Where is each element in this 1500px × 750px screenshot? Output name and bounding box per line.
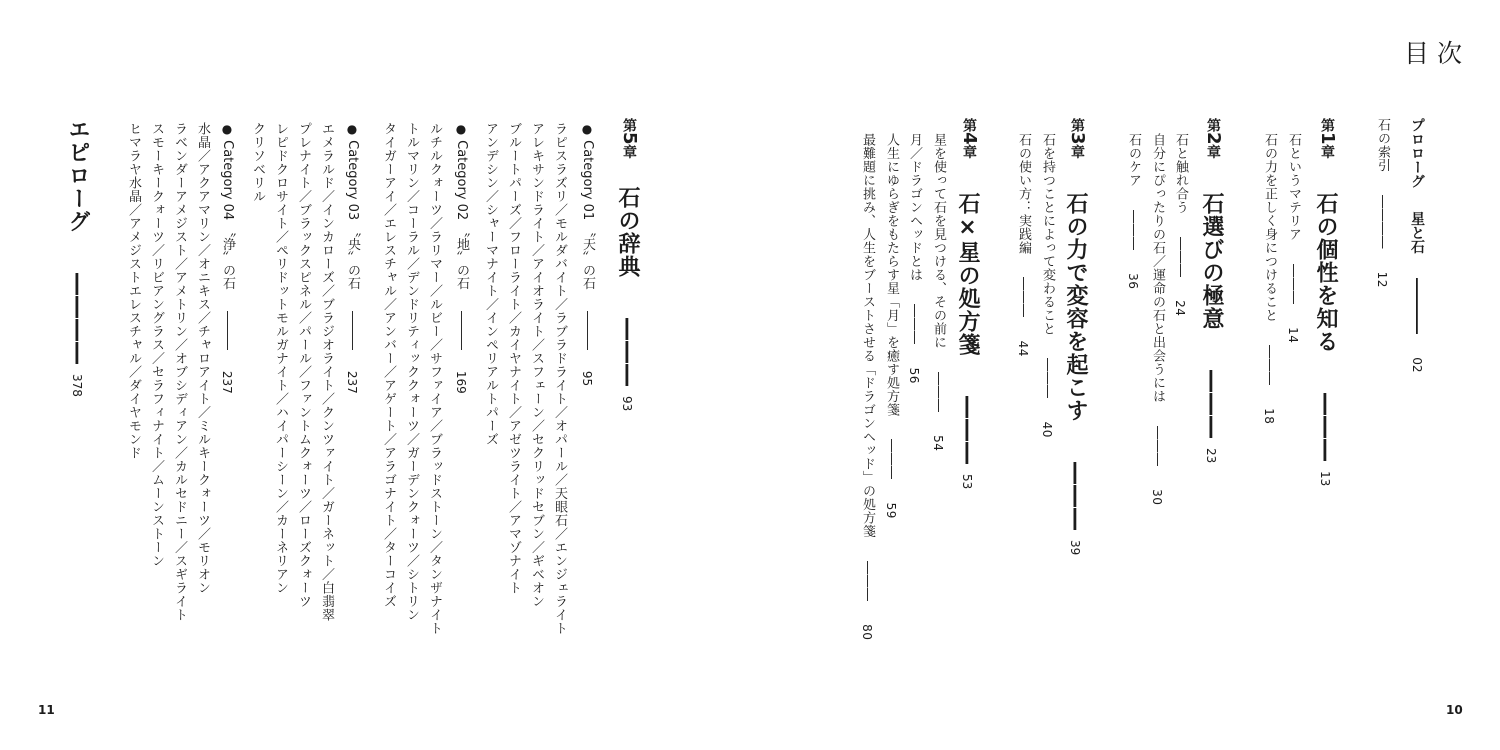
toc-item-title: 自分にぴったりの石／運命の石と出会うには [1150,133,1165,403]
bullet-icon: ● [580,122,594,136]
stone-list-line: アレキサンドライト／アイオライト／スフェーン／セクリッドセブン／ギベオン [529,122,544,608]
leader-line: ――― [860,560,875,602]
folio-right: 10 [1446,703,1463,717]
chapter-suffix: 章 [621,144,637,159]
toc-item [1376,118,1389,288]
category-02-heading [455,122,468,394]
page-number: 169 [454,370,468,394]
leader-line: ――― [1016,277,1031,318]
stone-list-line: 水晶／アクアマリン／オニキス／チャロアイト／ミルキークォーツ／モリオン [195,122,210,595]
folio-left: 11 [38,703,55,717]
leader-line: ――― [1199,370,1224,440]
leader-line: ――― [345,310,360,350]
chapter-suffix: 章 [1069,144,1085,159]
chapter-suffix: 章 [1319,144,1335,159]
chapter-suffix: 章 [961,144,977,159]
chapter-number: 1 [1317,132,1338,145]
page-number: 59 [884,502,898,519]
chapter-4-title [956,192,978,489]
leader-line: ―――― [1375,194,1390,249]
bullet-icon: ● [454,122,468,136]
page-number: 95 [580,370,594,387]
toc-item-title: 石と触れ合う [1173,133,1188,214]
page-number: 13 [1318,471,1332,487]
toc-item-title: 石を持つことによって変わること [1040,133,1055,336]
bullet-icon: ● [220,122,234,136]
chapter-number: 2 [1203,132,1224,145]
page-number: 40 [1040,421,1054,438]
toc-item-title: 月／ドラゴンヘッドとは [907,133,922,282]
leader-line: ――― [907,304,922,345]
chapter-prefix: 第 [961,118,977,132]
leader-line: ――― [1040,358,1055,399]
stone-list-line: ルチルクォーツ／ラリマー／ルビー／サファイア／ブラッドストーン／タンザナイト [427,122,442,635]
toc-item-title: 石の索引 [1375,118,1390,172]
chapter-prefix: 第 [1319,118,1335,132]
page-number: 18 [1262,408,1276,425]
toc-item-title: 石というマテリア [1286,133,1301,241]
leader-line: ―――― [1409,277,1425,334]
toc-item [1017,133,1030,357]
page-number: 44 [1016,340,1030,357]
leader-line: ――― [1262,344,1277,386]
chapter-number: 3 [1067,132,1088,145]
chapter-prefix: 第 [621,118,637,132]
page-title: 目次 [1404,39,1471,68]
category-title: Category 03 〝央〟の石 [345,140,360,290]
chapter-title: 石選びの極意 [1199,192,1224,330]
stone-list-line: レピドクロサイト／ペリドットモルガナイト／ハイパーシーン／カーネリアン [273,122,288,595]
chapter-number: 5 [619,132,640,145]
page-number: 36 [1126,273,1140,290]
stone-list-line: クリソベリル [250,122,265,203]
toc-item [1127,133,1140,289]
stone-list-line: エメラルド／インカローズ／ブラジオライト／クンツァイト／ガーネット／白翡翠 [319,122,334,622]
leader-line: ――― [220,310,235,350]
stone-list-line: ヒマラヤ水晶／アメジストエレスチャル／ダイヤモンド [126,122,141,460]
category-03-heading [346,122,359,394]
toc-item [1041,133,1054,438]
chapter-suffix: 章 [1205,144,1221,159]
toc-item [932,133,945,451]
stone-list-line: ラベンダーアメジスト／アメトリン／オブシディアン／カルセドニー／スギライト [172,122,187,622]
category-title: Category 04 〝浄〟の石 [220,140,235,290]
stone-list-line: ブルートパーズ／フローライト／カイヤナイト／アゼツライト／アマゾナイト [506,122,521,595]
chapter-number: 4 [959,132,980,145]
chapter-title: 石×星の処方箋 [955,192,980,356]
chapter-prefix: 第 [1069,118,1085,132]
toc-item-title: 人生にゆらぎをもたらす星「月」を癒す処方箋 [884,133,899,417]
page-number: 12 [1375,271,1389,288]
leader-line: ――― [884,439,899,480]
chapter-1-title [1314,192,1336,486]
page-number: 80 [860,624,874,641]
page-number: 23 [1204,448,1218,464]
prologue-entry [1410,118,1424,373]
chapter-1-label [1318,118,1336,159]
chapter-5-label [620,118,638,159]
chapter-2-label [1204,118,1222,159]
toc-item [885,133,898,519]
toc-item [1287,133,1300,343]
page-number: 93 [620,396,634,412]
category-title: Category 01 〝天〟の石 [580,140,595,290]
toc-item-title: 最難題に挑み、人生をブーストさせる「ドラゴンヘッド」の処方箋 [860,133,875,538]
page-number: 02 [1410,357,1424,373]
chapter-title: 石の力で変容を起こす [1063,192,1088,422]
leader-line: ――― [1126,209,1141,251]
chapter-3-title [1064,192,1086,555]
leader-line: ――― [1313,393,1338,463]
toc-item-title: 石のケア [1126,133,1141,187]
leader-line: ――― [931,371,946,413]
page-number: 30 [1150,489,1164,506]
leader-line: ――― [1150,425,1165,467]
category-title: Category 02 〝地〟の石 [454,140,469,290]
prologue-head: プロローグ [1409,118,1425,188]
chapter-5-title [616,186,638,411]
toc-item [1263,133,1276,424]
page-number: 53 [960,474,974,490]
chapter-title: 石の個性を知る [1313,192,1338,353]
page-number: 56 [907,367,921,384]
category-01-heading [581,122,594,386]
bullet-icon: ● [345,122,359,136]
toc-item-title: 星を使って石を見つける、その前に [931,133,946,349]
toc-item [1174,133,1187,316]
stone-list-line: アンデシン／シャーマナイト／インペリアルトパーズ [483,122,498,446]
leader-line: ――― [454,310,469,350]
toc-item-title: 石の力を正しく身につけること [1262,133,1277,322]
stone-list-line: タイガーアイ／エレスチャル／アンバー／アゲート／アラゴナイト／ターコイズ [381,122,396,608]
chapter-3-label [1068,118,1086,159]
page-number: 39 [1068,540,1082,556]
page-number: 24 [1173,300,1187,317]
chapter-title: 石の辞典 [615,186,640,278]
leader-line: ――― [615,318,640,388]
toc-item [861,133,874,640]
toc-item-title: 石の使い方：実践編 [1016,133,1031,255]
leader-line: ――― [1173,236,1188,278]
leader-line: ―――― [65,273,90,366]
epilogue-entry [66,118,88,397]
toc-item [1151,133,1164,505]
leader-line: ――― [1286,263,1301,305]
chapter-2-title [1200,192,1222,463]
page-number: 54 [931,435,945,452]
page-number: 237 [345,370,359,394]
page-number: 237 [220,370,234,394]
leader-line: ――― [1063,462,1088,532]
toc-item [908,133,921,384]
stone-list-line: トルマリン／コーラル／デンドリティッククォーツ／ガーデンクォーツ／シトリン [404,122,419,622]
epilogue-title: エピローグ [65,118,90,233]
page-number: 14 [1286,327,1300,344]
leader-line: ――― [580,310,595,350]
prologue-title: 星と石 [1409,211,1425,254]
page-number: 378 [70,374,84,397]
stone-list-line: スモーキークォーツ／リビアングラス／セラフィナイト／ムーンストーン [149,122,164,568]
category-04-heading [221,122,234,394]
leader-line: ――― [955,396,980,466]
chapter-prefix: 第 [1205,118,1221,132]
chapter-4-label [960,118,978,159]
stone-list-line: プレナイト／ブラックスピネル／パール／ファントムクォーツ／ローズクォーツ [296,122,311,608]
stone-list-line: ラピスラズリ／モルダバイト／ラブラドライト／オパール／天眼石／エンジェライト [552,122,567,635]
